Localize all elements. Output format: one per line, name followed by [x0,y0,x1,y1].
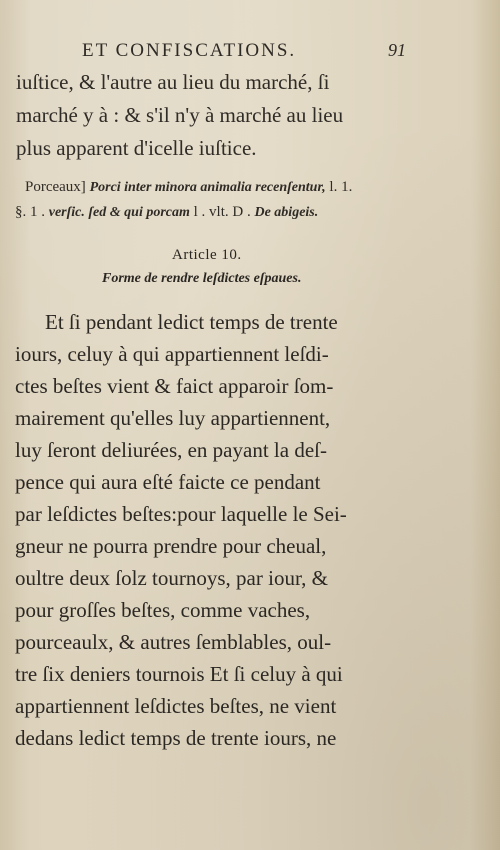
marginal-note-latin: De abigeis. [254,205,319,220]
marginal-note-line [15,204,318,221]
text-line: tre ſix deniers tournois Et ſi celuy à qui [15,662,343,686]
text-line: marché y à : & s'il n'y à marché au lieu [16,103,344,127]
text-line: oultre deux ſolz tournoys, par iour, & [15,566,328,590]
text-line: pourceaulx, & autres ſemblables, oul- [15,630,332,654]
marginal-note-keyword: Porceaux] [25,179,86,195]
article-heading: Article 10. [172,247,242,263]
text-line: pence qui aura eſté faicte ce pendant [15,470,321,494]
text-line: ctes beſtes vient & faict apparoir ſom- [15,374,334,398]
text-line: mairement qu'elles luy appartiennent, [15,406,331,430]
text-line: plus apparent d'icelle iuſtice. [16,136,257,160]
marginal-note-reference: l. 1. [329,179,353,195]
running-head: ET CONFISCATIONS. [82,40,297,61]
page-number: 91 [388,40,406,60]
marginal-note-latin: Porci inter minora animalia recenſentur, [89,180,326,195]
text-line: dedans ledict temps de trente iours, ne [15,726,337,750]
text-line: appartiennent leſdictes beſtes, ne vient [15,694,337,718]
marginal-note-reference: l . vlt. D . [193,204,251,220]
text-line: par leſdictes beſtes:pour laquelle le Sei- [15,502,347,526]
text-line: Et ſi pendant ledict temps de trente [45,310,338,334]
page-header [82,40,432,64]
marginal-note-latin: verſic. ſed & qui porcam [48,205,190,220]
marginal-note-reference: §. 1 . [15,204,45,220]
text-line: pour groſſes beſtes, comme vaches, [15,598,311,622]
article-subtitle: Forme de rendre leſdictes eſpaues. [102,271,302,286]
text-line: iuſtice, & l'autre au lieu du marché, ſi [16,70,330,94]
marginal-note-line [25,179,352,196]
text-line: iours, celuy à qui appartiennent leſdi- [15,342,329,366]
text-line: gneur ne pourra prendre pour cheual, [15,534,327,558]
text-line: luy ſeront deliurées, en payant la deſ- [15,438,327,462]
